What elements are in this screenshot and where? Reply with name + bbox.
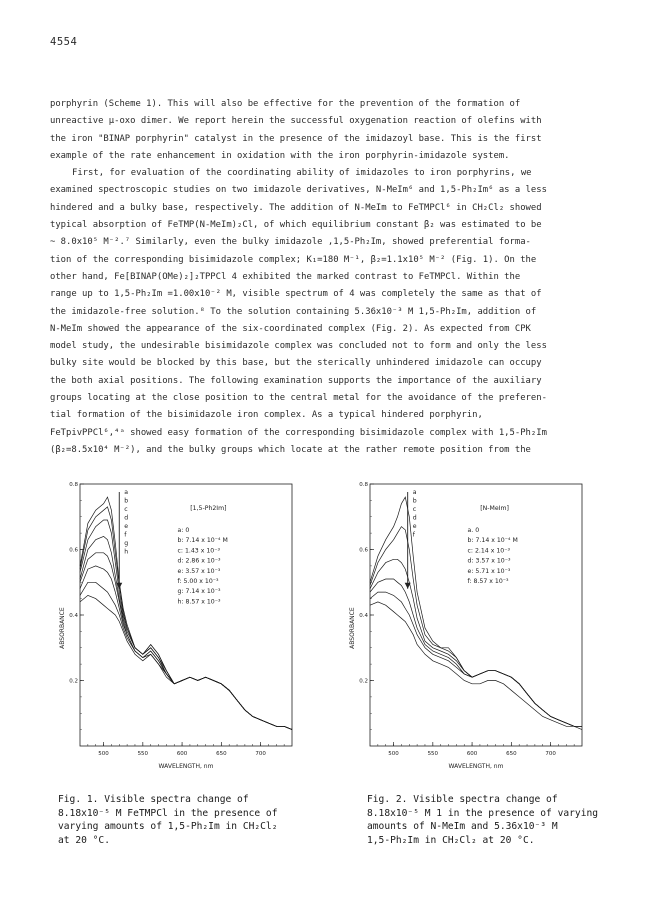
x-tick-label: 650	[506, 751, 517, 757]
text-line: tion of the corresponding bisimidazole complex; K₁=180 M⁻¹, β₂=1.1x10⁵ M⁻² (Fig. 1). On the	[50, 254, 537, 265]
y-tick-label: 0.6	[69, 547, 78, 554]
arrow-letter: c	[124, 506, 128, 513]
legend-entry: c: 2.14 x 10⁻³	[467, 547, 510, 555]
y-tick-label: 0.2	[69, 678, 78, 685]
text-line: groups locating at the close position to the central metal for the avoidance of the preferen-	[50, 393, 547, 404]
legend-entry: e: 5.71 x 10⁻³	[467, 567, 511, 575]
caption-line: Fig. 2. Visible spectra change of	[367, 794, 558, 805]
y-tick-label: 0.2	[359, 678, 368, 685]
legend-entry: c: 1.43 x 10⁻³	[177, 547, 220, 555]
arrow-letter: a	[412, 489, 417, 496]
text-line: the both axial positions. The following examination supports the importance of the auxiliary	[50, 375, 542, 386]
legend-entry: b: 7.14 x 10⁻⁴ M	[177, 537, 228, 545]
plot-frame	[370, 484, 582, 746]
legend-entry: a: 0	[177, 527, 190, 534]
caption-line: amounts of N-MeIm and 5.36x10⁻³ M	[367, 821, 558, 832]
caption-line: varying amounts of 1,5-Ph₂Im in CH₂Cl₂	[58, 821, 278, 832]
text-line: porphyrin (Scheme 1). This will also be effective for the prevention of the formation of	[50, 99, 521, 109]
text-line: bulky site would be blocked by this base, but the sterically unhindered imidazole can occupy	[50, 358, 542, 369]
x-tick-label: 500	[98, 751, 109, 757]
arrow-letter: h	[124, 548, 129, 556]
legend-entry: f: 5.00 x 10⁻³	[177, 578, 219, 585]
body-text	[50, 96, 622, 459]
arrow-letter: g	[124, 540, 129, 547]
legend-entry: b: 7.14 x 10⁻⁴ M	[467, 537, 518, 545]
arrow-letter: b	[124, 497, 129, 505]
text-line: model study, the undesirable bisimidazole complex was concluded not to form and only the less	[50, 341, 547, 352]
y-axis-label: ABSORBANCE	[59, 607, 66, 649]
x-tick-label: 700	[255, 751, 266, 757]
text-line: unreactive μ-oxo dimer. We report herein the successful oxygenation reaction of olefins with	[50, 116, 542, 127]
x-tick-label: 550	[427, 751, 439, 757]
text-line: hindered and a bulky base, respectively. The addition of N-MeIm to FeTMPCl⁶ in CH₂Cl₂ showed	[50, 202, 542, 213]
figure-2-caption	[367, 793, 598, 847]
figure-1	[50, 478, 310, 788]
y-tick-label: 0.8	[359, 482, 368, 488]
caption-line: Fig. 1. Visible spectra change of	[58, 794, 249, 805]
arrow-letter: d	[124, 514, 129, 522]
spectrum-line-d	[370, 579, 582, 726]
spectrum-line-h	[80, 595, 292, 729]
arrow-letter: d	[412, 514, 417, 522]
text-line: tial formation of the bisimidazole iron complex. As a typical hindered porphyrin,	[50, 410, 483, 421]
y-axis-label: ABSORBANCE	[349, 607, 356, 649]
arrow-letter: f	[412, 531, 415, 539]
spectrum-line-d	[80, 536, 292, 729]
y-tick-label: 0.4	[69, 613, 78, 619]
caption-line: 8.18x10⁻⁵ M 1 in the presence of varying	[367, 807, 599, 819]
page-number: 4554	[50, 36, 78, 48]
arrow-letter: f	[124, 531, 127, 539]
text-line: the iron "BINAP porphyrin" catalyst in the presence of the imidazoyl base. This is the first	[50, 133, 542, 144]
figure-2	[340, 478, 600, 788]
chart-title: [N-MeIm]	[480, 505, 509, 512]
text-line: ~ 8.0x10⁵ M⁻².⁷ Similarly, even the bulky imidazole ,1,5-Ph₂Im, showed preferential forma-	[50, 237, 531, 248]
legend-entry: d: 2.86 x 10⁻³	[177, 557, 221, 565]
legend-entry: h: 8.57 x 10⁻³	[177, 598, 221, 606]
figure-1-caption	[58, 793, 278, 847]
text-line: First, for evaluation of the coordinating ability of imidazoles to iron porphyrins, we	[72, 168, 532, 179]
caption-line: at 20 °C.	[58, 834, 110, 846]
arrow-letter: e	[412, 523, 417, 530]
text-line: examined spectroscopic studies on two imidazole derivatives, N-MeIm⁶ and 1,5-Ph₂Im⁶ as a less	[50, 185, 547, 196]
caption-line: 1,5-Ph₂Im in CH₂Cl₂ at 20 °C.	[367, 834, 535, 846]
legend-entry: e: 3.57 x 10⁻³	[177, 567, 221, 575]
y-tick-label: 0.4	[359, 613, 368, 619]
spectrum-line-f	[370, 602, 582, 730]
legend-entry: d: 3.57 x 10⁻³	[467, 557, 511, 565]
text-line: typical absorption of FeTMP(N-MeIm)₂Cl, of which equilibrium constant β₂ was estimated to be	[50, 220, 542, 231]
x-tick-label: 700	[545, 751, 556, 757]
figure-1-chart	[50, 478, 310, 788]
text-line: N-MeIm showed the appearance of the six-coordinated complex (Fig. 2). As expected from CPK	[50, 323, 531, 334]
arrow-letter: b	[412, 497, 417, 505]
figure-2-chart	[340, 478, 600, 788]
x-tick-label: 650	[216, 751, 227, 757]
x-tick-label: 600	[176, 751, 188, 757]
text-line: (β₂=8.5x10⁴ M⁻²), and the bulky groups which locate at the rather remote position from the	[50, 444, 531, 455]
text-line: the imidazole-free solution.⁸ To the solution containing 5.36x10⁻³ M 1,5-Ph₂Im, addition of	[50, 306, 537, 317]
text-line: example of the rate enhancement in oxidation with the iron porphyrin-imidazole system.	[50, 150, 510, 161]
y-tick-label: 0.6	[359, 547, 368, 554]
legend-entry: g: 7.14 x 10⁻³	[177, 588, 221, 596]
text-line: FeTpivPPCl⁶,⁴ᵃ showed easy formation of the corresponding bisimidazole complex with 1,5-Ph₂Im	[50, 427, 547, 438]
legend-entry: f: 8.57 x 10⁻³	[467, 578, 509, 585]
x-tick-label: 500	[388, 751, 399, 757]
arrow-letter: e	[124, 523, 129, 530]
arrow-letter: a	[124, 489, 129, 496]
legend-entry: a. 0	[467, 527, 480, 534]
spectrum-line-e	[370, 592, 582, 726]
text-line: other hand, Fe[BINAP(OMe)₂]₂TPPCl 4 exhibited the marked contrast to FeTMPCl. Within the	[50, 271, 521, 282]
chart-title: [1,5-Ph2Im]	[190, 505, 227, 512]
arrow-letter: c	[412, 506, 417, 513]
x-axis-label: WAVELENGTH, nm	[158, 763, 214, 770]
x-tick-label: 550	[137, 751, 149, 757]
spectrum-line-b	[370, 527, 582, 727]
y-tick-label: 0.8	[69, 482, 78, 488]
text-line: range up to 1,5-Ph₂Im =1.00x10⁻² M, visible spectrum of 4 was completely the same as that of	[50, 289, 542, 300]
x-tick-label: 600	[466, 751, 478, 757]
x-axis-label: WAVELENGTH, nm	[448, 763, 504, 770]
caption-line: 8.18x10⁻⁵ M FeTMPCl in the presence of	[58, 807, 278, 819]
